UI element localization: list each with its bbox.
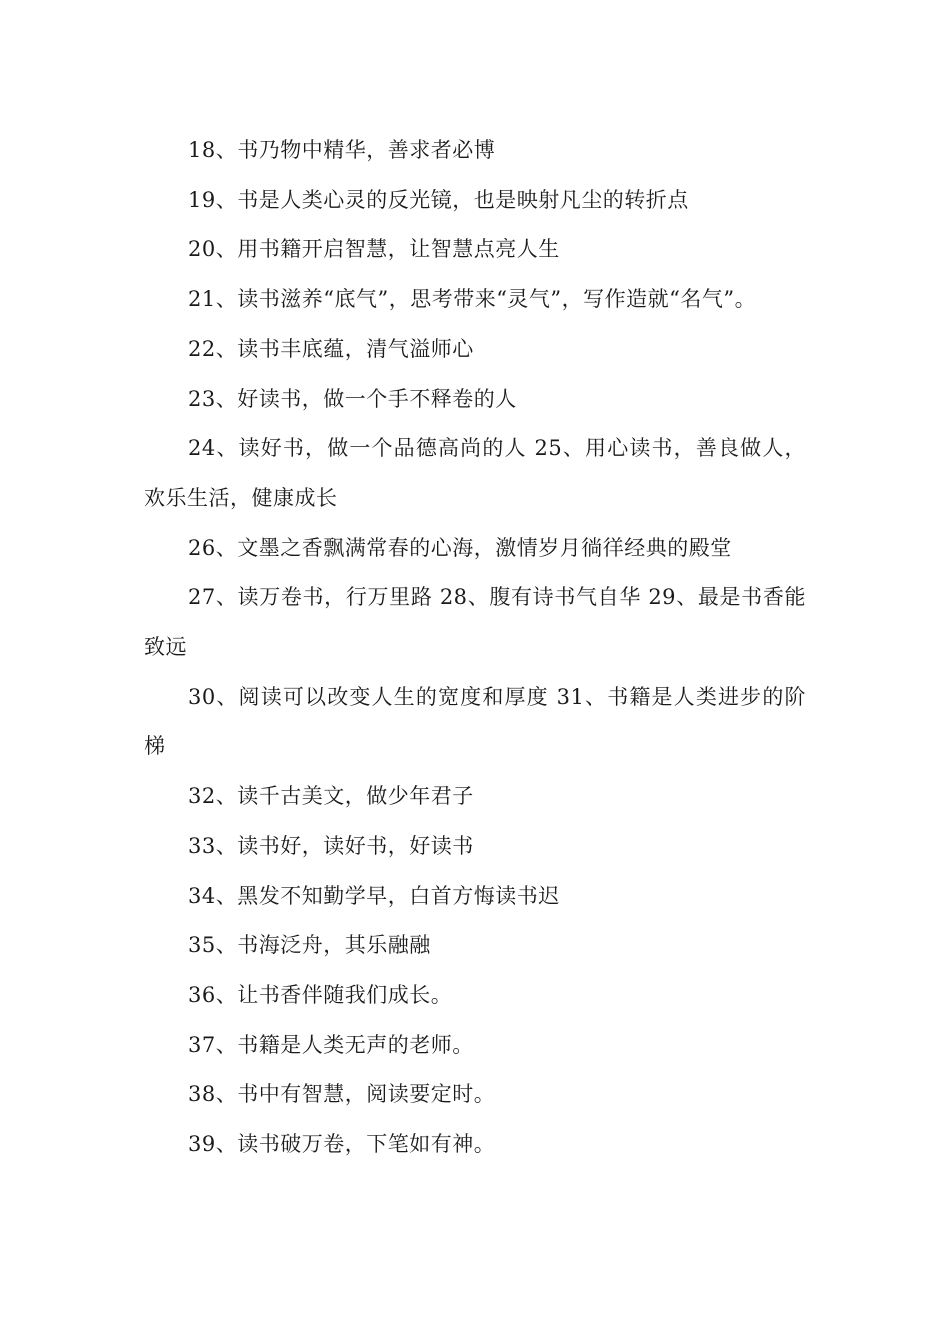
paragraph-39: 39、读书破万卷，下笔如有神。 [188, 1132, 496, 1157]
paragraph-19: 19、书是人类心灵的反光镜，也是映射凡尘的转折点 [188, 187, 689, 212]
paragraph-35: 35、书海泛舟，其乐融融 [188, 933, 431, 958]
paragraph-24-25: 24、读好书，做一个品德高尚的人 25、用心读书，善良做人，欢乐生活，健康成长 [144, 436, 806, 510]
paragraph-32: 32、读千古美文，做少年君子 [188, 784, 474, 809]
paragraph-36: 36、让书香伴随我们成长。 [188, 982, 453, 1007]
paragraph-37: 37、书籍是人类无声的老师。 [188, 1032, 474, 1057]
paragraph-30-31: 30、阅读可以改变人生的宽度和厚度 31、书籍是人类进步的阶梯 [144, 684, 806, 759]
paragraph-38: 38、书中有智慧，阅读要定时。 [188, 1082, 496, 1107]
paragraph-18: 18、书乃物中精华，善求者必博 [188, 138, 496, 162]
paragraph-22: 22、读书丰底蕴，清气溢师心 [188, 336, 474, 361]
paragraph-23: 23、好读书，做一个手不释卷的人 [188, 386, 517, 411]
paragraph-21: 21、读书滋养“底气”，思考带来“灵气”，写作造就“名气”。 [188, 287, 757, 312]
paragraph-26: 26、文墨之香飘满常春的心海，激情岁月徜徉经典的殿堂 [188, 535, 732, 560]
paragraph-33: 33、读书好，读好书，好读书 [188, 833, 474, 858]
document-body [144, 126, 806, 1170]
paragraph-20: 20、用书籍开启智慧，让智慧点亮人生 [188, 237, 560, 262]
paragraph-27-29: 27、读万卷书，行万里路 28、腹有诗书气自华 29、最是书香能致远 [144, 585, 806, 660]
paragraph-34: 34、黑发不知勤学早，白首方悔读书迟 [188, 883, 560, 908]
